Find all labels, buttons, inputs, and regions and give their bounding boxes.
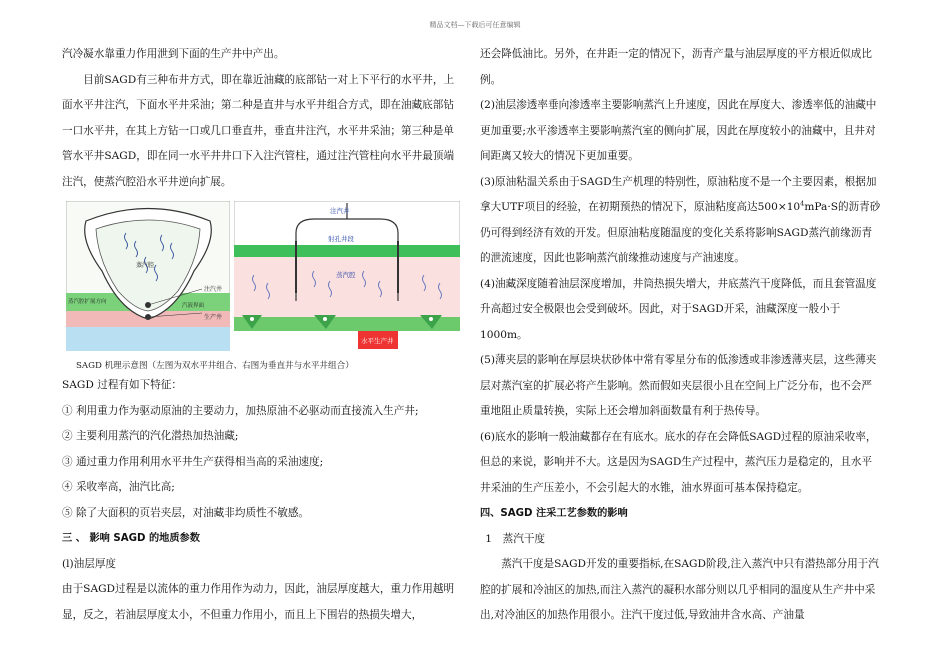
label-injector: 注汽井 xyxy=(204,286,223,293)
label-producer: 生产井 xyxy=(204,314,223,321)
right-column xyxy=(480,42,882,629)
section-heading-3: 三 、 影响 SAGD 的地质参数 xyxy=(62,533,200,544)
section-heading-4: 四、SAGD 注采工艺参数的影响 xyxy=(480,508,628,519)
dual-horizontal-diagram xyxy=(66,201,230,351)
feature-item: ④ 采收率高，油汽比高; xyxy=(62,481,175,493)
exponent: 4 xyxy=(800,199,805,208)
feature-item: ⑤ 除了大面积的页岩夹层，对油藏非均质性不敏感。 xyxy=(62,506,310,519)
paragraph: 汽冷凝水靠重力作用泄到下面的生产井中产出。 xyxy=(62,48,285,60)
feature-item: ① 利用重力作为驱动原油的主要动力，加热原油不必驱动而直接流入生产井; xyxy=(62,404,419,417)
paragraph: (2)油层渗透率垂向渗透率主要影响蒸汽上升速度，因此在厚度大、渗透率低的油藏中更加重要;水平渗透率主要影响蒸汽室的侧向扩展，因此在厚度较小的油藏中，且井对间距离又较大的情况下更加重要。 xyxy=(480,99,877,162)
paragraph: 目前SAGD有三种布井方式，即在靠近油藏的底部钻一对上下平行的水平井，上面水平井注汽，下面水平井采油；第二种是直井与水平井组合方式，即在油藏底部钻一口水平井，在其上方钻一口或几口垂直井，垂直井注汽，水平井采油；第三种是单管水平井SAGD，即在同一水平井井口下入注汽管柱，通过注汽管柱向水平井最顶端注汽，使蒸汽腔沿水平井逆向扩展。 xyxy=(62,73,455,188)
vertical-horizontal-diagram xyxy=(234,201,460,351)
sagd-figure xyxy=(66,201,460,359)
paragraph: (5)薄夹层的影响在厚层块状砂体中常有零星分布的低渗透或非渗透薄夹层，这些薄夹层对蒸汽室的扩展必将产生影响。然而假如夹层很小且在空间上广泛分布，也不会严重地阻止质量转换，实际上还会增加斜面数量有利于热传导。 xyxy=(480,354,877,417)
paragraph: 由于SAGD过程是以流体的重力作用作为动力，因此，油层厚度越大，重力作用越明显，反之，若油层厚度太小，不但重力作用小，而且上下围岩的热损失增大， xyxy=(62,583,455,621)
paragraph: 蒸汽干度是SAGD开发的重要指标,在SAGD阶段,注入蒸汽中只有潜热部分用于汽腔的扩展和冷油区的加热,而注入蒸汽的凝积水部分则以几乎相同的温度从生产井中采出,对冷油区的加热作用很小。注汽干度过低,导致油井含水高、产油量 xyxy=(480,558,879,621)
paragraph-viscosity xyxy=(480,170,882,272)
item-title: (l)油层厚度 xyxy=(62,557,117,570)
label-horizontal-producer: 水平生产井 xyxy=(361,337,394,345)
paragraph: (6)底水的影响一般油藏都存在有底水。底水的存在会降低SAGD过程的原油采收率，但总的来说，影响并不大。这是因为SAGD生产过程中，蒸汽压力是稳定的，且水平井采油的生产压差小，不会引起大的水锥，油水界面可基本保持稳定。 xyxy=(480,430,877,494)
label-steam-chamber: 蒸汽腔 xyxy=(136,262,155,269)
page-header: 精品文档—下载后可任意编辑 xyxy=(429,21,521,29)
viscosity-unit: mPa·S xyxy=(804,201,838,213)
paragraph: 还会降低油比。另外，在井距一定的情况下，沥青产量与油层厚度的平方根近似成比例。 xyxy=(480,48,872,86)
feature-item: ③ 通过重力作用利用水平井生产获得相当高的采油速度; xyxy=(62,455,324,468)
subheading: 1 蒸汽干度 xyxy=(485,532,546,545)
text-span: 的沥青砂仍可得到经济有效的开发。但原油粘度随温度的变化关系将影响SAGD蒸汽前缘沥青的泄流速度，因此也影响蒸汽前缘推动速度与产油速度。 xyxy=(480,201,881,264)
features-title: SAGD 过程有如下特征： xyxy=(62,379,182,391)
text-span: (3)原油粘温关系由于SAGD生产机理的特别性，原油粘度不是一个主要因素，根据加拿大UTF项目的经验，在初期预热的情况下，原油粘度高达 xyxy=(480,175,877,213)
feature-item: ② 主要利用蒸汽的汽化潜热加热油藏; xyxy=(62,430,239,442)
figure-caption: SAGD 机理示意图（左图为双水平井组合、右图为垂直井与水平井组合） xyxy=(76,361,354,371)
label-interface: 汽液界面 xyxy=(182,303,205,309)
label-steam-chamber-right: 蒸汽腔 xyxy=(336,271,356,279)
viscosity-value: 500×10 xyxy=(757,201,801,213)
label-expansion-direction: 蒸汽腔扩展方向 xyxy=(68,299,107,305)
left-column xyxy=(62,42,460,628)
label-perforation: 射孔井段 xyxy=(328,235,354,243)
paragraph: (4)油藏深度随着油层深度增加，井筒热损失增大，井底蒸汽干度降低，而且套管温度升高超过安全极限也会受到破坏。因此，对于SAGD开采，油藏深度一般小于1000m。 xyxy=(480,277,877,341)
label-injector-vertical: 注汽井 xyxy=(330,207,350,215)
